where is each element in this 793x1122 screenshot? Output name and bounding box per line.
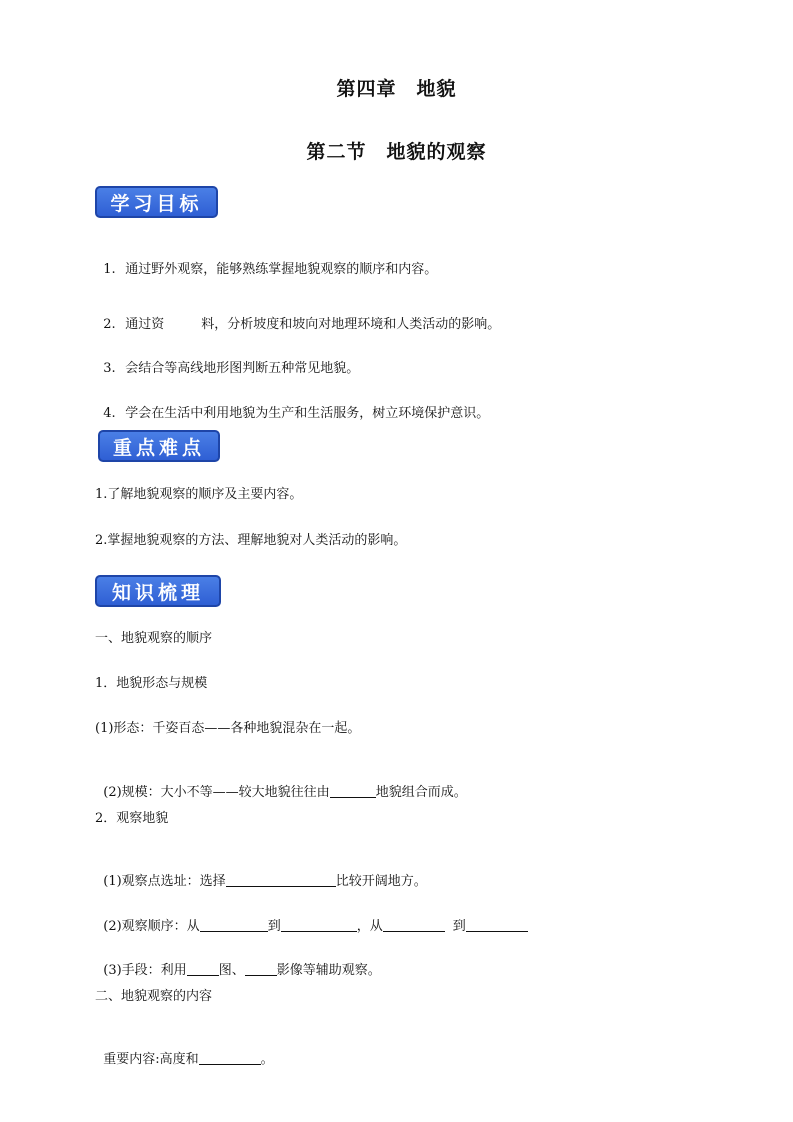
order-text-c: ，从 <box>356 919 383 934</box>
site-text-a: (1)观察点选址：选择 <box>103 874 226 889</box>
objective-item-3 <box>95 342 359 378</box>
objective-number: 3. <box>103 361 116 376</box>
fill-blank <box>330 783 376 798</box>
item1-scale-line <box>95 765 467 802</box>
content-text-b: 。 <box>260 1052 274 1067</box>
means-text-b: 图、 <box>218 963 245 978</box>
item2-site-line <box>95 854 427 891</box>
part2-content-line <box>95 1032 274 1069</box>
fill-blank <box>199 1050 261 1065</box>
objective-text: 会结合等高线地形图判断五种常见地貌。 <box>125 361 360 376</box>
fill-blank <box>200 917 268 932</box>
item2-means-line <box>95 943 381 980</box>
part2-heading: 二、地貌观察的内容 <box>95 989 213 1004</box>
objective-item-2 <box>95 298 500 334</box>
item2-order-line <box>95 899 528 936</box>
objective-number: 4. <box>103 406 116 421</box>
scale-text-b: 地貌组合而成。 <box>375 785 467 800</box>
key-points-badge: 重点难点 <box>98 430 220 462</box>
fill-blank <box>187 961 219 976</box>
objectives-badge: 学习目标 <box>95 186 218 218</box>
key-point-1: 1.了解地貌观察的顺序及主要内容。 <box>95 487 303 502</box>
fill-blank <box>281 917 357 932</box>
item1-form-line: (1)形态：千姿百态——各种地貌混杂在一起。 <box>95 721 361 736</box>
fill-blank <box>245 961 277 976</box>
objective-text-part-a: 通过资 <box>125 317 165 332</box>
fill-blank <box>226 872 336 887</box>
fill-blank <box>466 917 528 932</box>
item2-heading: 2．观察地貌 <box>95 811 169 826</box>
objective-item-4 <box>95 387 489 423</box>
order-text-d: 到 <box>452 919 466 934</box>
objective-number: 2. <box>103 317 116 332</box>
section-title: 第二节 地貌的观察 <box>306 141 487 163</box>
objective-text: 学会在生活中利用地貌为生产和生活服务，树立环境保护意识。 <box>125 406 490 421</box>
site-text-b: 比较开阔地方。 <box>335 874 427 889</box>
fill-blank <box>383 917 445 932</box>
objective-number: 1. <box>103 262 116 277</box>
part1-heading: 一、地貌观察的顺序 <box>95 631 213 646</box>
knowledge-badge: 知识梳理 <box>95 575 221 607</box>
order-text-a: (2)观察顺序：从 <box>103 919 200 934</box>
means-text-a: (3)手段：利用 <box>103 963 187 978</box>
content-text-a: 重要内容:高度和 <box>103 1052 199 1067</box>
objective-text-part-b: 料，分析坡度和坡向对地理环境和人类活动的影响。 <box>201 317 501 332</box>
means-text-c: 影像等辅助观察。 <box>276 963 381 978</box>
objective-item-1 <box>95 243 437 279</box>
objective-text: 通过野外观察，能够熟练掌握地貌观察的顺序和内容。 <box>125 262 438 277</box>
key-point-2: 2.掌握地貌观察的方法、理解地貌对人类活动的影响。 <box>95 533 407 548</box>
order-text-b: 到 <box>267 919 281 934</box>
item1-heading: 1．地貌形态与规模 <box>95 676 208 691</box>
scale-text-a: (2)规模：大小不等——较大地貌往往由 <box>103 785 330 800</box>
chapter-title: 第四章 地貌 <box>336 78 457 100</box>
